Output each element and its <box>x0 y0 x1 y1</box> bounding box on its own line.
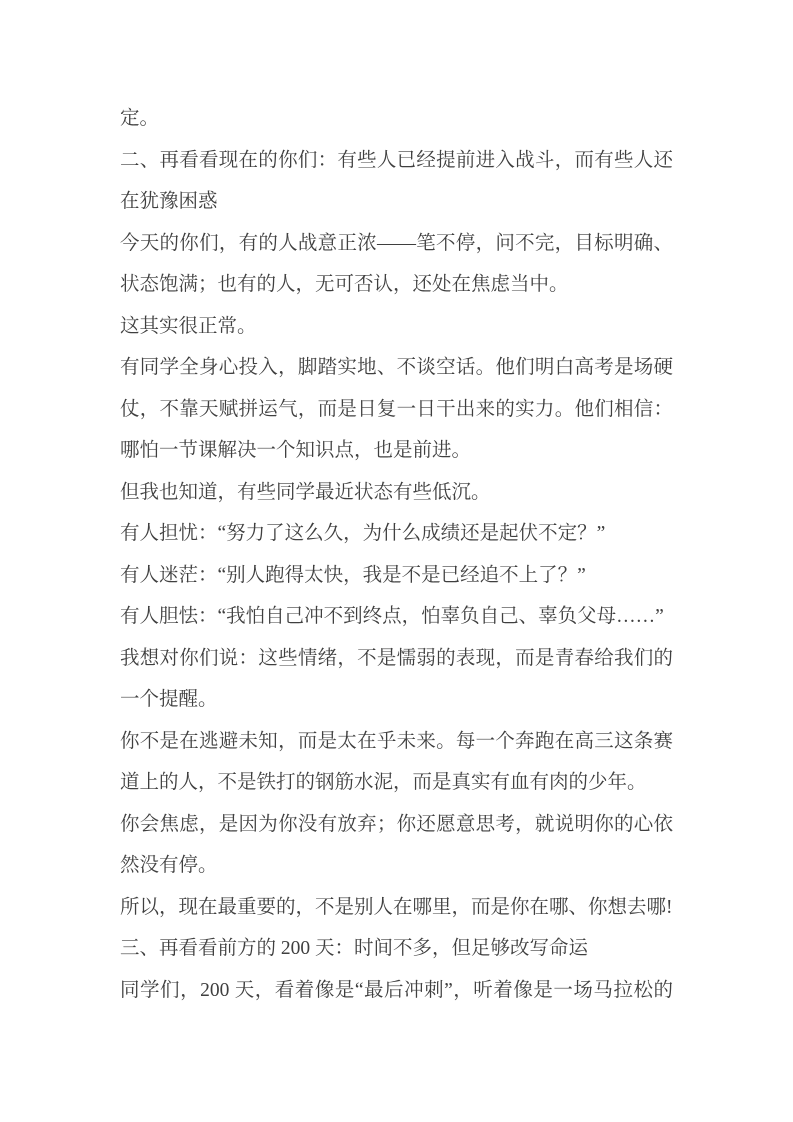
section-heading: 在犹豫困惑 <box>120 191 218 212</box>
doc-line: 今天的你们，有的人战意正浓——笔不停，问不完，目标明确、 <box>120 232 673 254</box>
doc-line: 有同学全身心投入，脚踏实地、不谈空话。他们明白高考是场硬 <box>120 357 673 378</box>
doc-line: 同学们，200 天，看着像是“最后冲刺”，听着像是一场马拉松的 <box>120 979 673 1001</box>
doc-line: 这其实很正常。 <box>120 315 257 337</box>
doc-line: 有人胆怯：“我怕自己冲不到终点，怕辜负自己、辜负父母……” <box>120 606 664 627</box>
doc-line: 有人担忧：“努力了这么久，为什么成绩还是起伏不定？” <box>120 523 606 544</box>
doc-line: 然没有停。 <box>120 855 218 876</box>
doc-line: 但我也知道，有些同学最近状态有些低沉。 <box>120 481 491 503</box>
text-block <box>120 98 673 1011</box>
doc-line: 有人迷茫：“别人跑得太快，我是不是已经追不上了？” <box>120 564 586 586</box>
doc-line: 我想对你们说：这些情绪，不是懦弱的表现，而是青春给我们的 <box>120 647 673 669</box>
section-heading: 二、再看看现在的你们：有些人已经提前进入战斗，而有些人还 <box>120 149 673 171</box>
doc-line: 所以，现在最重要的，不是别人在哪里，而是你在哪、你想去哪! <box>120 896 673 918</box>
section-heading: 三、再看看前方的 200 天：时间不多，但足够改写命运 <box>120 938 589 959</box>
doc-line: 哪怕一节课解决一个知识点，也是前进。 <box>120 440 472 461</box>
doc-line: 仗，不靠天赋拼运气，而是日复一日干出来的实力。他们相信： <box>120 398 673 420</box>
doc-line: 定。 <box>120 108 160 129</box>
doc-line: 一个提醒。 <box>120 689 218 710</box>
doc-line: 道上的人，不是铁打的钢筋水泥，而是真实有血有肉的少年。 <box>120 772 647 793</box>
doc-line: 状态饱满；也有的人，无可否认，还处在焦虑当中。 <box>120 274 569 295</box>
doc-line: 你会焦虑，是因为你没有放弃；你还愿意思考，就说明你的心依 <box>120 813 673 835</box>
doc-line: 你不是在逃避未知，而是太在乎未来。每一个奔跑在高三这条赛 <box>120 730 673 752</box>
